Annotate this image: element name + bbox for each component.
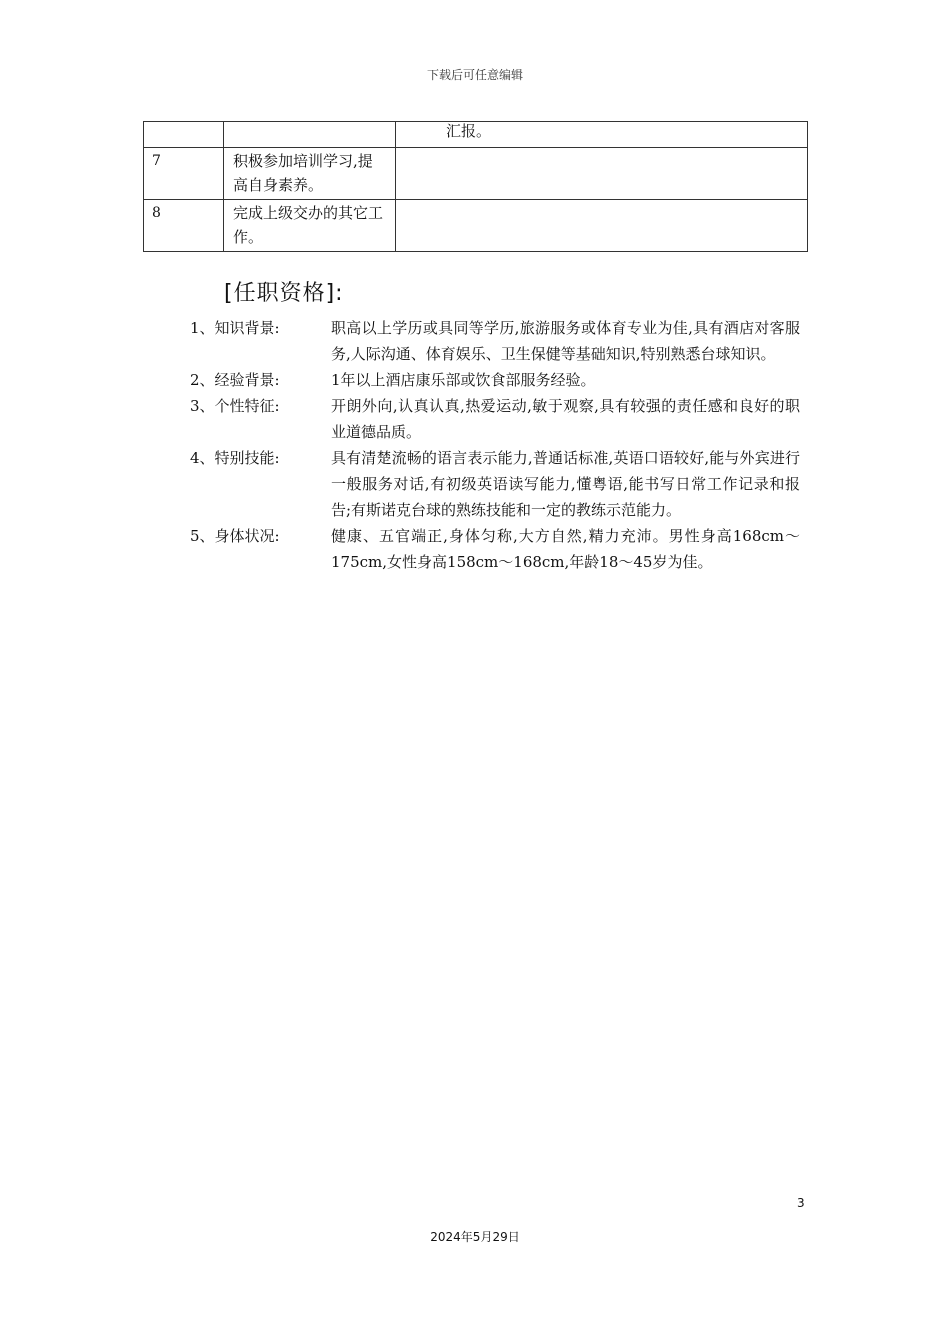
qualification-label: 4、特别技能: (190, 449, 280, 467)
qualification-label: 2、经验背景: (190, 371, 280, 389)
qualification-text: 具有清楚流畅的语言表示能力,普通话标准,英语口语较好,能与外宾进行一般服务对话,有初级英语读写能力,懂粤语,能书写日常工作记录和报告;有斯诺克台球的熟练技能和一定的教练示范能力。 (331, 449, 800, 519)
table-row (144, 148, 808, 200)
row-content: 汇报。 (396, 122, 808, 148)
qualification-text: 1年以上酒店康乐部或饮食部服务经验。 (331, 371, 596, 389)
qualification-label: 3、个性特征: (190, 397, 280, 415)
row-content (396, 148, 808, 200)
list-item (190, 445, 800, 523)
table-row (144, 122, 808, 148)
qualification-text: 开朗外向,认真认真,热爱运动,敏于观察,具有较强的责任感和良好的职业道德品质。 (331, 397, 800, 441)
duty-table (143, 121, 808, 252)
row-duty: 完成上级交办的其它工作。 (224, 200, 396, 252)
qualification-text: 职高以上学历或具同等学历,旅游服务或体育专业为佳,具有酒店对客服务,人际沟通、体育娱乐、卫生保健等基础知识,特别熟悉台球知识。 (331, 319, 800, 363)
qualification-text: 健康、五官端正,身体匀称,大方自然,精力充沛。男性身高168cm～175cm,女性身高158cm～168cm,年龄18～45岁为佳。 (331, 527, 800, 571)
qualifications-list (190, 315, 800, 575)
qualification-label: 1、知识背景: (190, 319, 280, 337)
row-number: 8 (144, 200, 224, 252)
row-duty (224, 122, 396, 148)
row-number (144, 122, 224, 148)
row-content (396, 200, 808, 252)
footer-date: 2024年5月29日 (430, 1230, 520, 1244)
table-row (144, 200, 808, 252)
page-header: 下载后可任意编辑 (426, 68, 523, 82)
list-item (190, 315, 800, 367)
row-number: 7 (144, 148, 224, 200)
list-item (190, 393, 800, 445)
section-title: [任职资格]: (224, 281, 344, 306)
row-duty: 积极参加培训学习,提高自身素养。 (224, 148, 396, 200)
page-number: 3 (797, 1196, 805, 1210)
list-item (190, 523, 800, 575)
list-item (190, 367, 800, 393)
qualification-label: 5、身体状况: (190, 527, 280, 545)
